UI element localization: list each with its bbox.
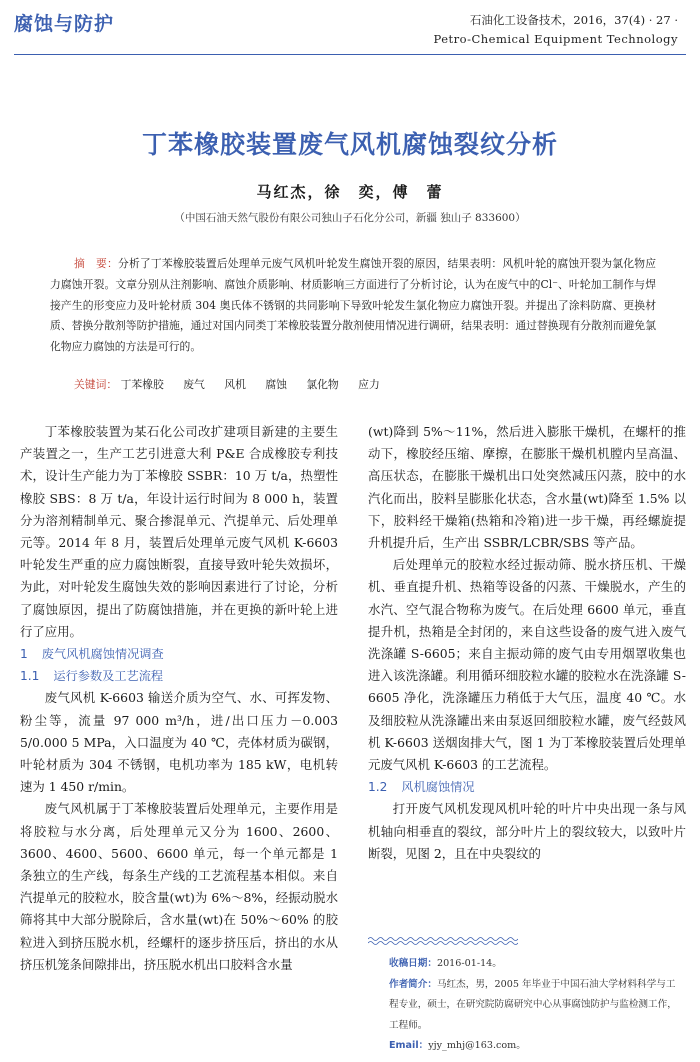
footnote <box>389 954 679 1057</box>
keyword: 氯化物 <box>306 378 339 391</box>
section-tag: 腐蚀与防护 <box>14 13 115 35</box>
journal-name-en: Petro-Chemical Equipment Technology <box>433 32 678 46</box>
author-email: Email：yjy_mhj@163.com。 <box>389 1040 526 1051</box>
keywords-label: 关键词： <box>74 378 118 391</box>
footnote-wave-divider <box>368 936 518 946</box>
author-bio: 作者简介：马红杰，男，2005 年毕业于中国石油大学材料科学与工程专业，硕士，在研究院防腐研究中心从事腐蚀防护与监检测工作，工程师。 <box>389 978 677 1031</box>
keyword: 应力 <box>358 378 380 391</box>
article-authors: 马红杰，徐 奕，傅 蕾 <box>256 183 444 201</box>
right-column <box>368 421 686 865</box>
article-title: 丁苯橡胶装置废气风机腐蚀裂纹分析 <box>141 130 558 159</box>
keyword: 腐蚀 <box>265 378 287 391</box>
keyword: 风机 <box>224 378 246 391</box>
section-heading-1-1: 1.1 运行参数及工艺流程 <box>20 669 164 684</box>
abstract <box>50 254 656 358</box>
body-paragraph: 丁苯橡胶装置为某石化公司改扩建项目新建的主要生产装置之一，生产工艺引进意大利 P&E 合成橡胶专利技术，设计生产能力为丁苯橡胶 SSBR：10 万 t/a，热塑性橡胶 SBS：8 万 t/a，年设计运行时间为 8 000 h，装置分为溶剂精制单元、聚合掺混单元、汽提单元、后处理单元等。2014 年 8 月，装置后处理单元废气风机 K-6603 叶轮发生严重的应力腐蚀断裂，直接导致叶轮失效损坏，为此，对叶轮发生腐蚀失效的影响因素进行了讨论，分析了腐蚀原因，提出了防腐蚀措施，并在更换的新叶轮上进行了应用。 <box>20 424 338 639</box>
keyword: 废气 <box>183 378 205 391</box>
section-heading-1: 1 废气风机腐蚀情况调查 <box>20 647 164 662</box>
page-header <box>0 0 700 60</box>
body-paragraph: 废气风机 K-6603 输送介质为空气、水、可挥发物、粉尘等，流量 97 000 m³/h，进/出口压力－0.003 5/0.000 5 MPa，入口温度为 40 ℃，壳体材质为碳钢，叶轮材质为 304 不锈钢，电机功率为 185 kW，电机转速为 1 450 r/min。 <box>20 690 338 795</box>
keyword: 丁苯橡胶 <box>120 378 164 391</box>
body-paragraph: (wt)降到 5%～11%，然后进入膨胀干燥机，在螺杆的推动下，橡胶经压缩、摩擦，在膨胀干燥机机膛内呈高温、高压状态，在膨胀干燥机出口处突然减压闪蒸，胶中的水汽化而出，胶料呈膨胀化状态，含水量(wt)降至 1.5% 以下，胶料经干燥箱(热箱和冷箱)进一步干燥，再经螺旋提升机提升后，生产出 SSBR/LCBR/SBS 等产品。 <box>368 424 686 551</box>
author-affiliation: （中国石油天然气股份有限公司独山子石化分公司，新疆 独山子 833600） <box>174 212 526 224</box>
section-heading-1-2: 1.2 风机腐蚀情况 <box>368 780 475 795</box>
abstract-label: 摘 要： <box>74 257 118 270</box>
body-paragraph: 后处理单元的胶粒水经过振动筛、脱水挤压机、干燥机、垂直提升机、热箱等设备的闪蒸、干燥脱水，产生的水汽、空气混合物称为废气。在后处理 6600 单元，垂直提升机，热箱是全封闭的，来自这些设备的废气进入废气洗涤罐 S-6605；来自主振动筛的废气由专用烟罩收集也进入该洗涤罐。利用循环细胶粒水罐的胶粒水在洗涤罐 S-6605 净化，洗涤罐压力稍低于大气压，温度 40 ℃。水及细胶粒从洗涤罐出来由泵返回细胶粒水罐，废气经鼓风机 K-6603 送烟囱排大气，图 1 为丁苯橡胶装置后处理单元废气风机 K-6603 的工艺流程。 <box>368 557 686 773</box>
left-column <box>20 421 338 976</box>
body-paragraph: 打开废气风机发现风机叶轮的叶片中央出现一条与风机轴向相垂直的裂纹，部分叶片上的裂纹较大，以致叶片断裂，见图 2，且在中央裂纹的 <box>368 801 686 861</box>
keywords <box>74 377 396 392</box>
body-paragraph: 废气风机属于丁苯橡胶装置后处理单元，主要作用是将胶粒与水分离，后处理单元又分为 1600、2600、3600、4600、5600、6600 单元，每一个单元都是 1 条独立的生产线，每条生产线的工艺流程基本相似。来自汽提单元的胶粒水，胶含量(wt)为 6%～8%，经振动脱水筛将其中大部分脱除后，含水量(wt)在 50%～60% 的胶粒进入到挤压脱水机，经螺杆的逐步挤压后，挤出的水从挤压机笼条间隙排出，挤压脱水机出口胶料含水量 <box>20 801 338 972</box>
header-divider <box>14 54 686 55</box>
received-date: 收稿日期：2016-01-14。 <box>389 958 502 969</box>
journal-citation: 石油化工设备技术，2016，37(4) · 27 · <box>469 13 678 27</box>
abstract-text: 分析了丁苯橡胶装置后处理单元废气风机叶轮发生腐蚀开裂的原因，结果表明：风机叶轮的腐蚀开裂为氯化物应力腐蚀开裂。文章分别从注剂影响、腐蚀介质影响、材质影响三方面进行了分析讨论，认为在废气中的Cl⁻、叶轮加工制作与焊接产生的形变应力及叶轮材质 304 奥氏体不锈钢的共同影响下导致叶轮发生氯化物应力腐蚀开裂。并提出了涂料防腐、更换材质、替换分散剂等防护措施，通过对国内同类丁苯橡胶装置分散剂使用情况进行调研，结果表明：通过替换现有分散剂而避免氯化物应力腐蚀的方法是可行的。 <box>50 257 657 354</box>
